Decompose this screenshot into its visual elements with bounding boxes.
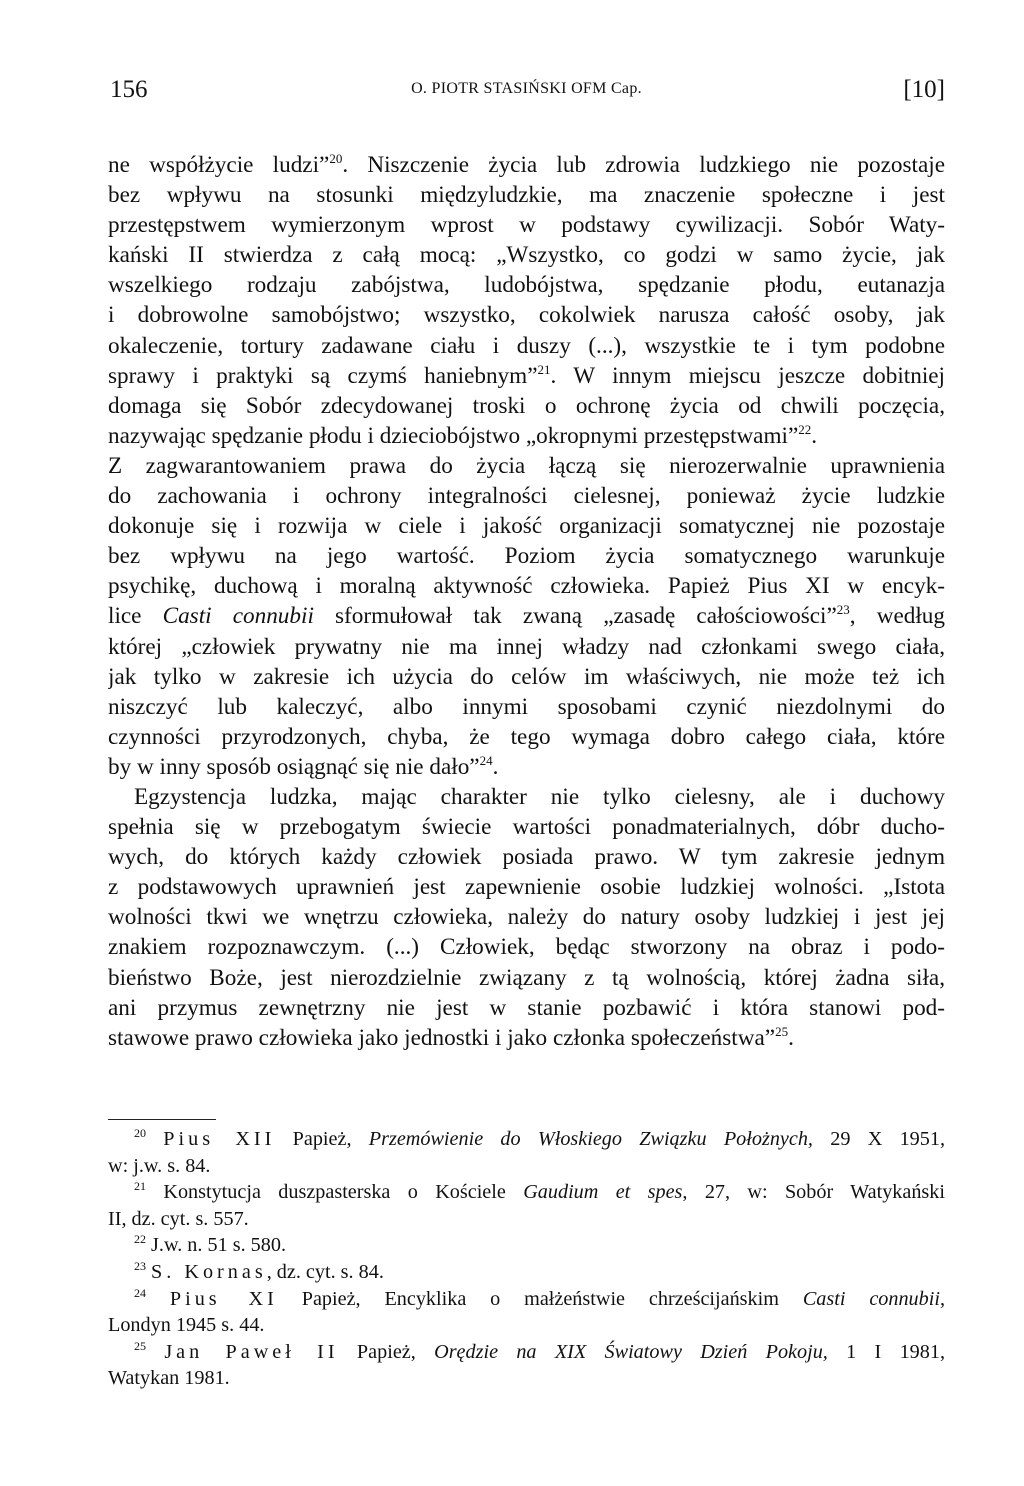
body-line: do zachowania i ochrony integralności cielesnej, ponieważ życie ludzkie xyxy=(108,483,945,510)
body-line: sprawy i praktyki są czymś haniebnym”$^{21}$. W innym miejscu jeszcze dobitniej xyxy=(108,361,945,389)
body-line: bez wpływu na stosunki międzyludzkie, ma znaczenie społeczne i jest xyxy=(108,182,945,209)
body-line: ani przymus zewnętrzny nie jest w stanie pozbawić i która stanowi pod- xyxy=(108,994,945,1021)
running-header xyxy=(108,74,945,110)
body-line: spełnia się w przebogatym świecie wartości ponadmaterialnych, dóbr ducho- xyxy=(108,814,945,841)
footnote-line: $^{23}$ S. Kornas, dz. cyt. s. 84. xyxy=(134,1258,384,1283)
body-line: niszczyć lub kaleczyć, albo innymi sposobami czynić niezdolnymi do xyxy=(108,693,945,720)
footnote-line: Watykan 1981. xyxy=(108,1367,230,1390)
body-line: wszelkiego rodzaju zabójstwa, ludobójstwa, spędzanie płodu, eutanazja xyxy=(108,272,945,299)
body-line: by w inny sposób osiągnąć się nie dało”$^{24}$. xyxy=(108,752,499,780)
body-line: domaga się Sobór zdecydowanej troski o ochronę życia od chwili poczęcia, xyxy=(108,392,945,419)
body-text xyxy=(108,150,945,1053)
body-line: z podstawowych uprawnień jest zapewnienie osobie ludzkiej wolności. „Istota xyxy=(108,874,945,901)
footnote-line: $^{24}$ Pius XI Papież, Encyklika o małżeństwie chrześcijańskim Casti connubii, xyxy=(134,1285,945,1310)
page-number: 156 xyxy=(110,76,148,103)
body-line: Egzystencja ludzka, mając charakter nie tylko cielesny, ale i duchowy xyxy=(134,783,945,810)
footnotes xyxy=(108,1126,945,1392)
body-line: i dobrowolne samobójstwo; wszystko, cokolwiek narusza całość osoby, jak xyxy=(108,302,945,329)
body-line: lice Casti connubii sformułował tak zwaną „zasadę całościowości”$^{23}$, według xyxy=(108,602,945,630)
body-line: nazywając spędzanie płodu i dzieciobójstwo „okropnymi przestępstwami”$^{22}$. xyxy=(108,421,818,449)
body-line: ne współżycie ludzi”$^{20}$. Niszczenie życia lub zdrowia ludzkiego nie pozostaje xyxy=(108,151,945,178)
body-line: Z zagwarantowaniem prawa do życia łączą się nierozerwalnie uprawnienia xyxy=(108,452,945,479)
footnote-separator xyxy=(108,1119,216,1120)
body-line: bez wpływu na jego wartość. Poziom życia somatycznego warunkuje xyxy=(108,543,945,570)
body-line: kański II stwierdza z całą mocą: „Wszystko, co godzi w samo życie, jak xyxy=(108,242,945,269)
body-line: znakiem rozpoznawczym. (...) Człowiek, będąc stworzony na obraz i podo- xyxy=(108,934,945,961)
body-line: dokonuje się i rozwija w ciele i jakość organizacji somatycznej nie pozostaje xyxy=(108,513,945,540)
body-line: wych, do których każdy człowiek posiada prawo. W tym zakresie jednym xyxy=(108,844,945,871)
footnote-line: w: j.w. s. 84. xyxy=(108,1154,211,1177)
body-line: okaleczenie, tortury zadawane ciału i duszy (...), wszystkie te i tym podobne xyxy=(108,332,945,359)
body-line: przestępstwem wymierzonym wprost w podstawy cywilizacji. Sobór Waty- xyxy=(108,212,945,239)
footnote-line: $^{25}$ Jan Paweł II Papież, Orędzie na XIX Światowy Dzień Pokoju, 1 I 1981, xyxy=(134,1338,945,1363)
body-line: psychikę, duchową i moralną aktywność człowieka. Papież Pius XI w encyk- xyxy=(108,573,945,600)
footnote-line: II, dz. cyt. s. 557. xyxy=(108,1207,249,1230)
body-line: jak tylko w zakresie ich użycia do celów im właściwych, nie może też ich xyxy=(108,663,945,690)
body-line: której „człowiek prywatny nie ma innej władzy nad członkami swego ciała, xyxy=(108,633,945,660)
footnote-line: $^{21}$ Konstytucja duszpasterska o Kościele Gaudium et spes, 27, w: Sobór Watykański xyxy=(134,1179,945,1204)
body-line: bieństwo Boże, jest nierozdzielnie związany z tą wolnością, której żadna siła, xyxy=(108,964,945,991)
body-line: czynności przyrodzonych, chyba, że tego wymaga dobro całego ciała, które xyxy=(108,723,945,750)
footnote-line: $^{20}$ Pius XII Papież, Przemówienie do Włoskiego Związku Położnych, 29 X 1951, xyxy=(134,1126,945,1150)
footnote-line: Londyn 1945 s. 44. xyxy=(108,1314,265,1337)
footnote-line: $^{22}$ J.w. n. 51 s. 580. xyxy=(134,1232,287,1257)
section-marker: [10] xyxy=(903,76,945,103)
body-line: wolności tkwi we wnętrzu człowieka, należy do natury osoby ludzkiej i jest jej xyxy=(108,904,945,931)
running-title: O. PIOTR STASIŃSKI OFM Cap. xyxy=(411,80,642,97)
body-line: stawowe prawo człowieka jako jednostki i jako członka społeczeństwa”$^{25}$. xyxy=(108,1023,794,1051)
